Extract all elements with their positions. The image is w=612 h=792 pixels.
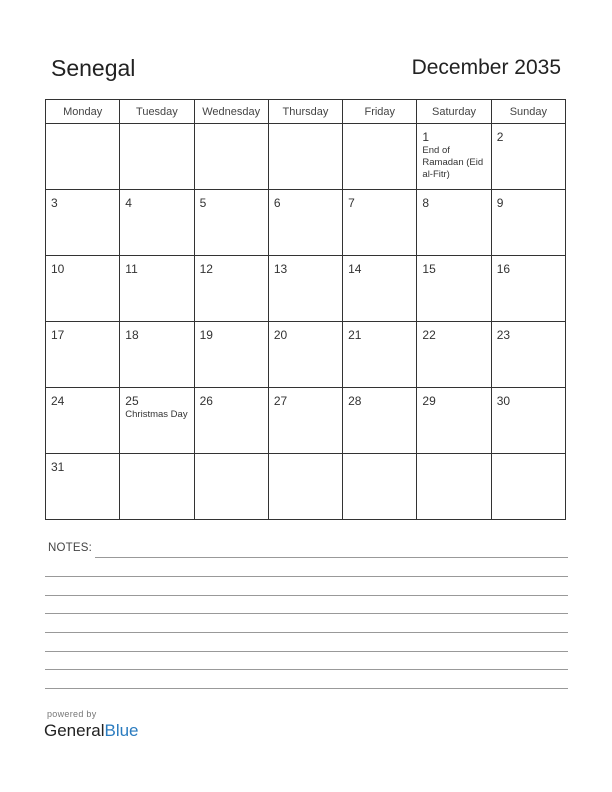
day-cell [194, 388, 268, 454]
day-number: 23 [496, 328, 511, 342]
day-cell [343, 256, 417, 322]
day-number: 8 [422, 196, 430, 210]
day-cell [120, 256, 194, 322]
day-number: 17 [51, 328, 65, 342]
day-number: 31 [51, 460, 65, 474]
day-number: 16 [496, 262, 511, 276]
day-number: 5 [199, 196, 207, 210]
country-title: Senegal [51, 55, 136, 81]
day-cell [268, 322, 342, 388]
day-number: 29 [422, 394, 436, 408]
notes-line [45, 669, 568, 670]
day-number: 22 [422, 328, 436, 342]
day-cell [120, 190, 194, 256]
day-number: 18 [125, 328, 139, 342]
day-number: 27 [273, 394, 288, 408]
notes-line [45, 613, 568, 614]
notes-label: NOTES: [48, 542, 93, 554]
day-cell [491, 256, 565, 322]
day-cell [417, 388, 491, 454]
notes-line [45, 651, 568, 652]
weekday-saturday: Saturday [417, 100, 491, 124]
day-cell [268, 388, 342, 454]
day-cell [46, 388, 120, 454]
holiday-label: Christmas Day [125, 409, 188, 420]
day-number: 21 [348, 328, 362, 342]
day-cell [491, 454, 565, 520]
brand-general: General [44, 721, 105, 740]
day-cell [343, 124, 417, 190]
notes-line [45, 576, 568, 577]
notes-line [45, 688, 568, 689]
day-cell [491, 322, 565, 388]
day-cell [343, 454, 417, 520]
brand-blue: Blue [104, 721, 139, 740]
day-number: 3 [51, 196, 58, 210]
notes-line [45, 632, 568, 633]
day-cell [46, 454, 120, 520]
week-row [46, 388, 566, 454]
powered-by-text: powered by [47, 709, 97, 719]
day-number: 25 [125, 394, 139, 408]
day-number: 28 [348, 394, 362, 408]
day-cell [46, 190, 120, 256]
day-cell [343, 388, 417, 454]
day-cell [194, 454, 268, 520]
day-cell [343, 322, 417, 388]
day-number: 12 [199, 262, 213, 276]
month-title: December 2035 [411, 56, 561, 79]
day-cell [120, 322, 194, 388]
day-cell [491, 388, 565, 454]
weekday-monday: Monday [46, 100, 120, 124]
day-cell [120, 388, 194, 454]
holiday-label: End of Ramadan (Eid al-Fitr) [422, 145, 484, 180]
weekday-header-row [46, 100, 566, 124]
day-cell [194, 322, 268, 388]
day-cell [268, 454, 342, 520]
day-cell [268, 256, 342, 322]
day-number: 15 [422, 262, 436, 276]
day-cell [268, 190, 342, 256]
notes-line [95, 557, 568, 558]
calendar-grid [45, 99, 566, 520]
day-number: 13 [273, 262, 288, 276]
day-number: 14 [348, 262, 362, 276]
generalblue-logo[interactable] [44, 721, 139, 741]
day-number: 30 [496, 394, 511, 408]
day-cell [268, 124, 342, 190]
day-number: 1 [422, 130, 430, 144]
day-number: 7 [348, 196, 355, 210]
day-number: 26 [199, 394, 213, 408]
day-number: 11 [125, 262, 138, 276]
day-number: 24 [51, 394, 65, 408]
week-row [46, 124, 566, 190]
notes-line [45, 595, 568, 596]
day-cell [417, 454, 491, 520]
day-cell [491, 190, 565, 256]
day-cell [120, 124, 194, 190]
weekday-friday: Friday [343, 100, 417, 124]
day-number: 4 [125, 196, 132, 210]
day-cell [417, 124, 491, 190]
day-cell [194, 256, 268, 322]
day-number: 6 [273, 196, 281, 210]
day-cell [194, 124, 268, 190]
day-cell [417, 190, 491, 256]
week-row [46, 190, 566, 256]
day-cell [417, 322, 491, 388]
day-cell [46, 322, 120, 388]
day-number: 19 [199, 328, 213, 342]
day-cell [491, 124, 565, 190]
day-number: 20 [273, 328, 288, 342]
weekday-sunday: Sunday [491, 100, 565, 124]
day-cell [343, 190, 417, 256]
day-cell [194, 190, 268, 256]
day-number: 2 [496, 130, 504, 144]
day-number: 10 [51, 262, 65, 276]
week-row [46, 256, 566, 322]
day-cell [46, 256, 120, 322]
day-cell [120, 454, 194, 520]
week-row [46, 454, 566, 520]
weekday-thursday: Thursday [268, 100, 342, 124]
day-cell [417, 256, 491, 322]
day-number: 9 [496, 196, 504, 210]
day-cell [46, 124, 120, 190]
weekday-tuesday: Tuesday [120, 100, 194, 124]
week-row [46, 322, 566, 388]
weekday-wednesday: Wednesday [194, 100, 268, 124]
